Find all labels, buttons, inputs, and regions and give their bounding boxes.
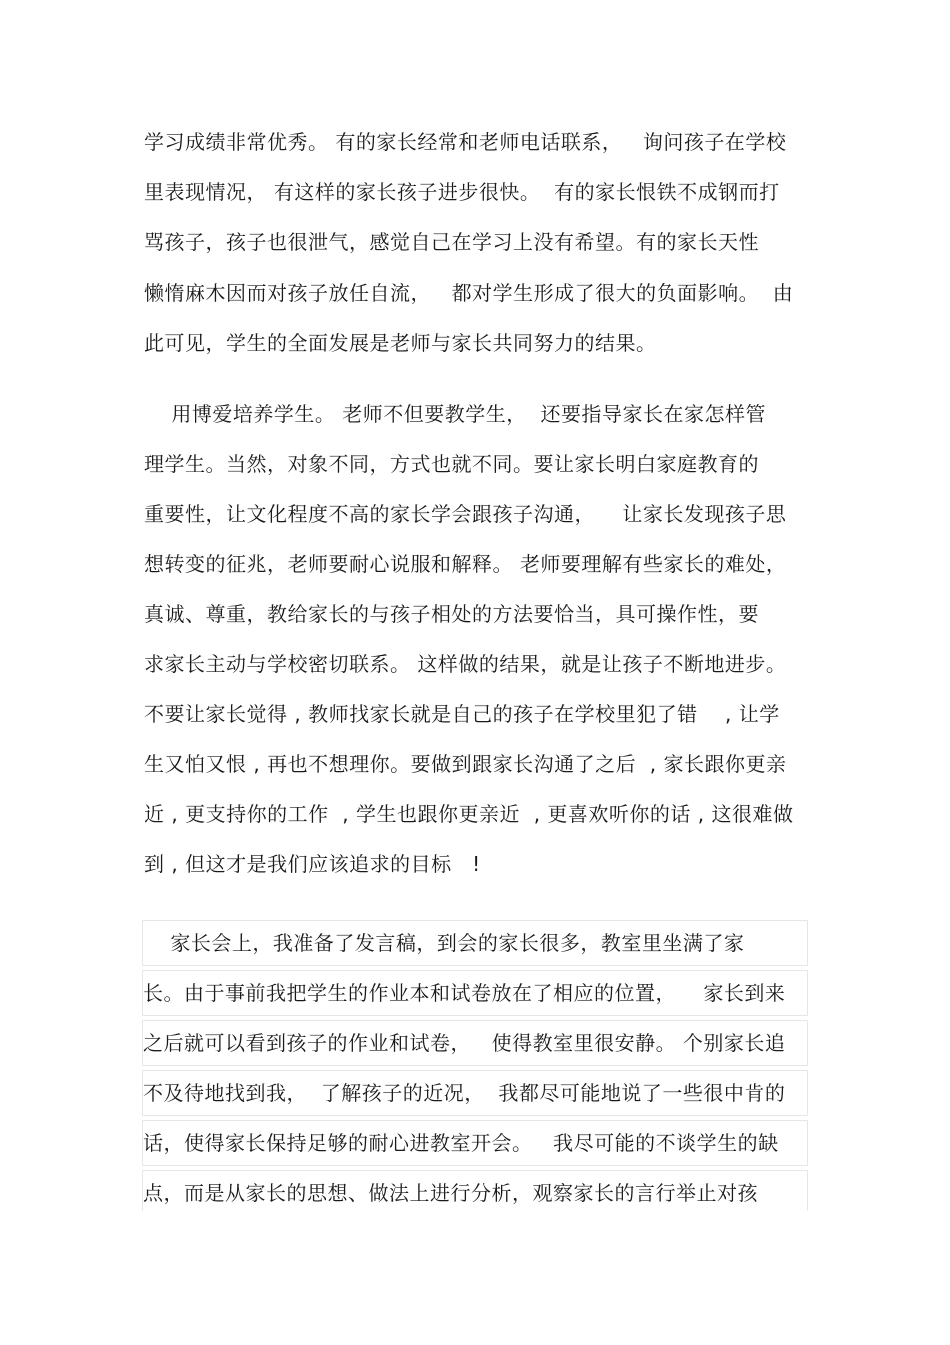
text-line: 真诚、尊重，教给家长的与孩子相处的方法要恰当，具可操作性，要	[144, 602, 759, 626]
text-line: 学习成绩非常优秀。 有的家长经常和老师电话联系， 询问孩子在学校	[144, 130, 787, 154]
text-line: 之后就可以看到孩子的作业和试卷， 使得教室里很安静。 个别家长追	[143, 1031, 786, 1055]
text-line: 重要性，让文化程度不高的家长学会跟孩子沟通， 让家长发现孩子思	[144, 502, 787, 526]
text-line-box	[142, 970, 808, 1016]
text-line: 想转变的征兆，老师要耐心说服和解释。 老师要理解有些家长的难处，	[144, 552, 787, 576]
text-line: 求家长主动与学校密切联系。 这样做的结果，就是让孩子不断地进步。	[144, 652, 787, 676]
text-line: 近 , 更支持你的工作 , 学生也跟你更亲近 , 更喜欢听你的话 , 这很难做	[144, 802, 794, 826]
text-line: 里表现情况， 有这样的家长孩子进步很快。 有的家长恨铁不成钢而打	[144, 180, 780, 204]
text-line-box	[142, 920, 808, 966]
text-line: 点，而是从家长的思想、做法上进行分析，观察家长的言行举止对孩	[143, 1181, 758, 1205]
text-line: 懒惰麻木因而对孩子放任自流， 都对学生形成了很大的负面影响。 由	[144, 281, 794, 305]
text-line: 家长会上，我准备了发言稿，到会的家长很多，教室里坐满了家	[143, 931, 745, 955]
text-line: 不要让家长觉得 , 教师找家长就是自己的孩子在学校里犯了错 , 让学	[144, 702, 780, 726]
text-line: 此可见，学生的全面发展是老师与家长共同努力的结果。	[144, 331, 657, 355]
text-line: 长。由于事前我把学生的作业本和试卷放在了相应的位置， 家长到来	[143, 981, 786, 1005]
text-line: 用博爱培养学生。 老师不但要教学生， 还要指导家长在家怎样管	[144, 402, 767, 426]
text-line: 话，使得家长保持足够的耐心进教室开会。 我尽可能的不谈学生的缺	[143, 1131, 779, 1155]
text-line-box	[142, 1170, 808, 1211]
text-line: 理学生。当然，对象不同，方式也就不同。要让家长明白家庭教育的	[144, 452, 759, 476]
text-line: 生又怕又恨 , 再也不想理你。要做到跟家长沟通了之后 , 家长跟你更亲	[144, 752, 787, 776]
text-line: 到 , 但这才是我们应该追求的目标 !	[144, 852, 481, 876]
text-line: 骂孩子，孩子也很泄气，感觉自己在学习上没有希望。有的家长天性	[144, 230, 759, 254]
text-line-box	[142, 1070, 808, 1116]
text-line-box	[142, 1020, 808, 1066]
text-line: 不及待地找到我， 了解孩子的近况， 我都尽可能地说了一些很中肯的	[143, 1081, 786, 1105]
text-line-box	[142, 1120, 808, 1166]
